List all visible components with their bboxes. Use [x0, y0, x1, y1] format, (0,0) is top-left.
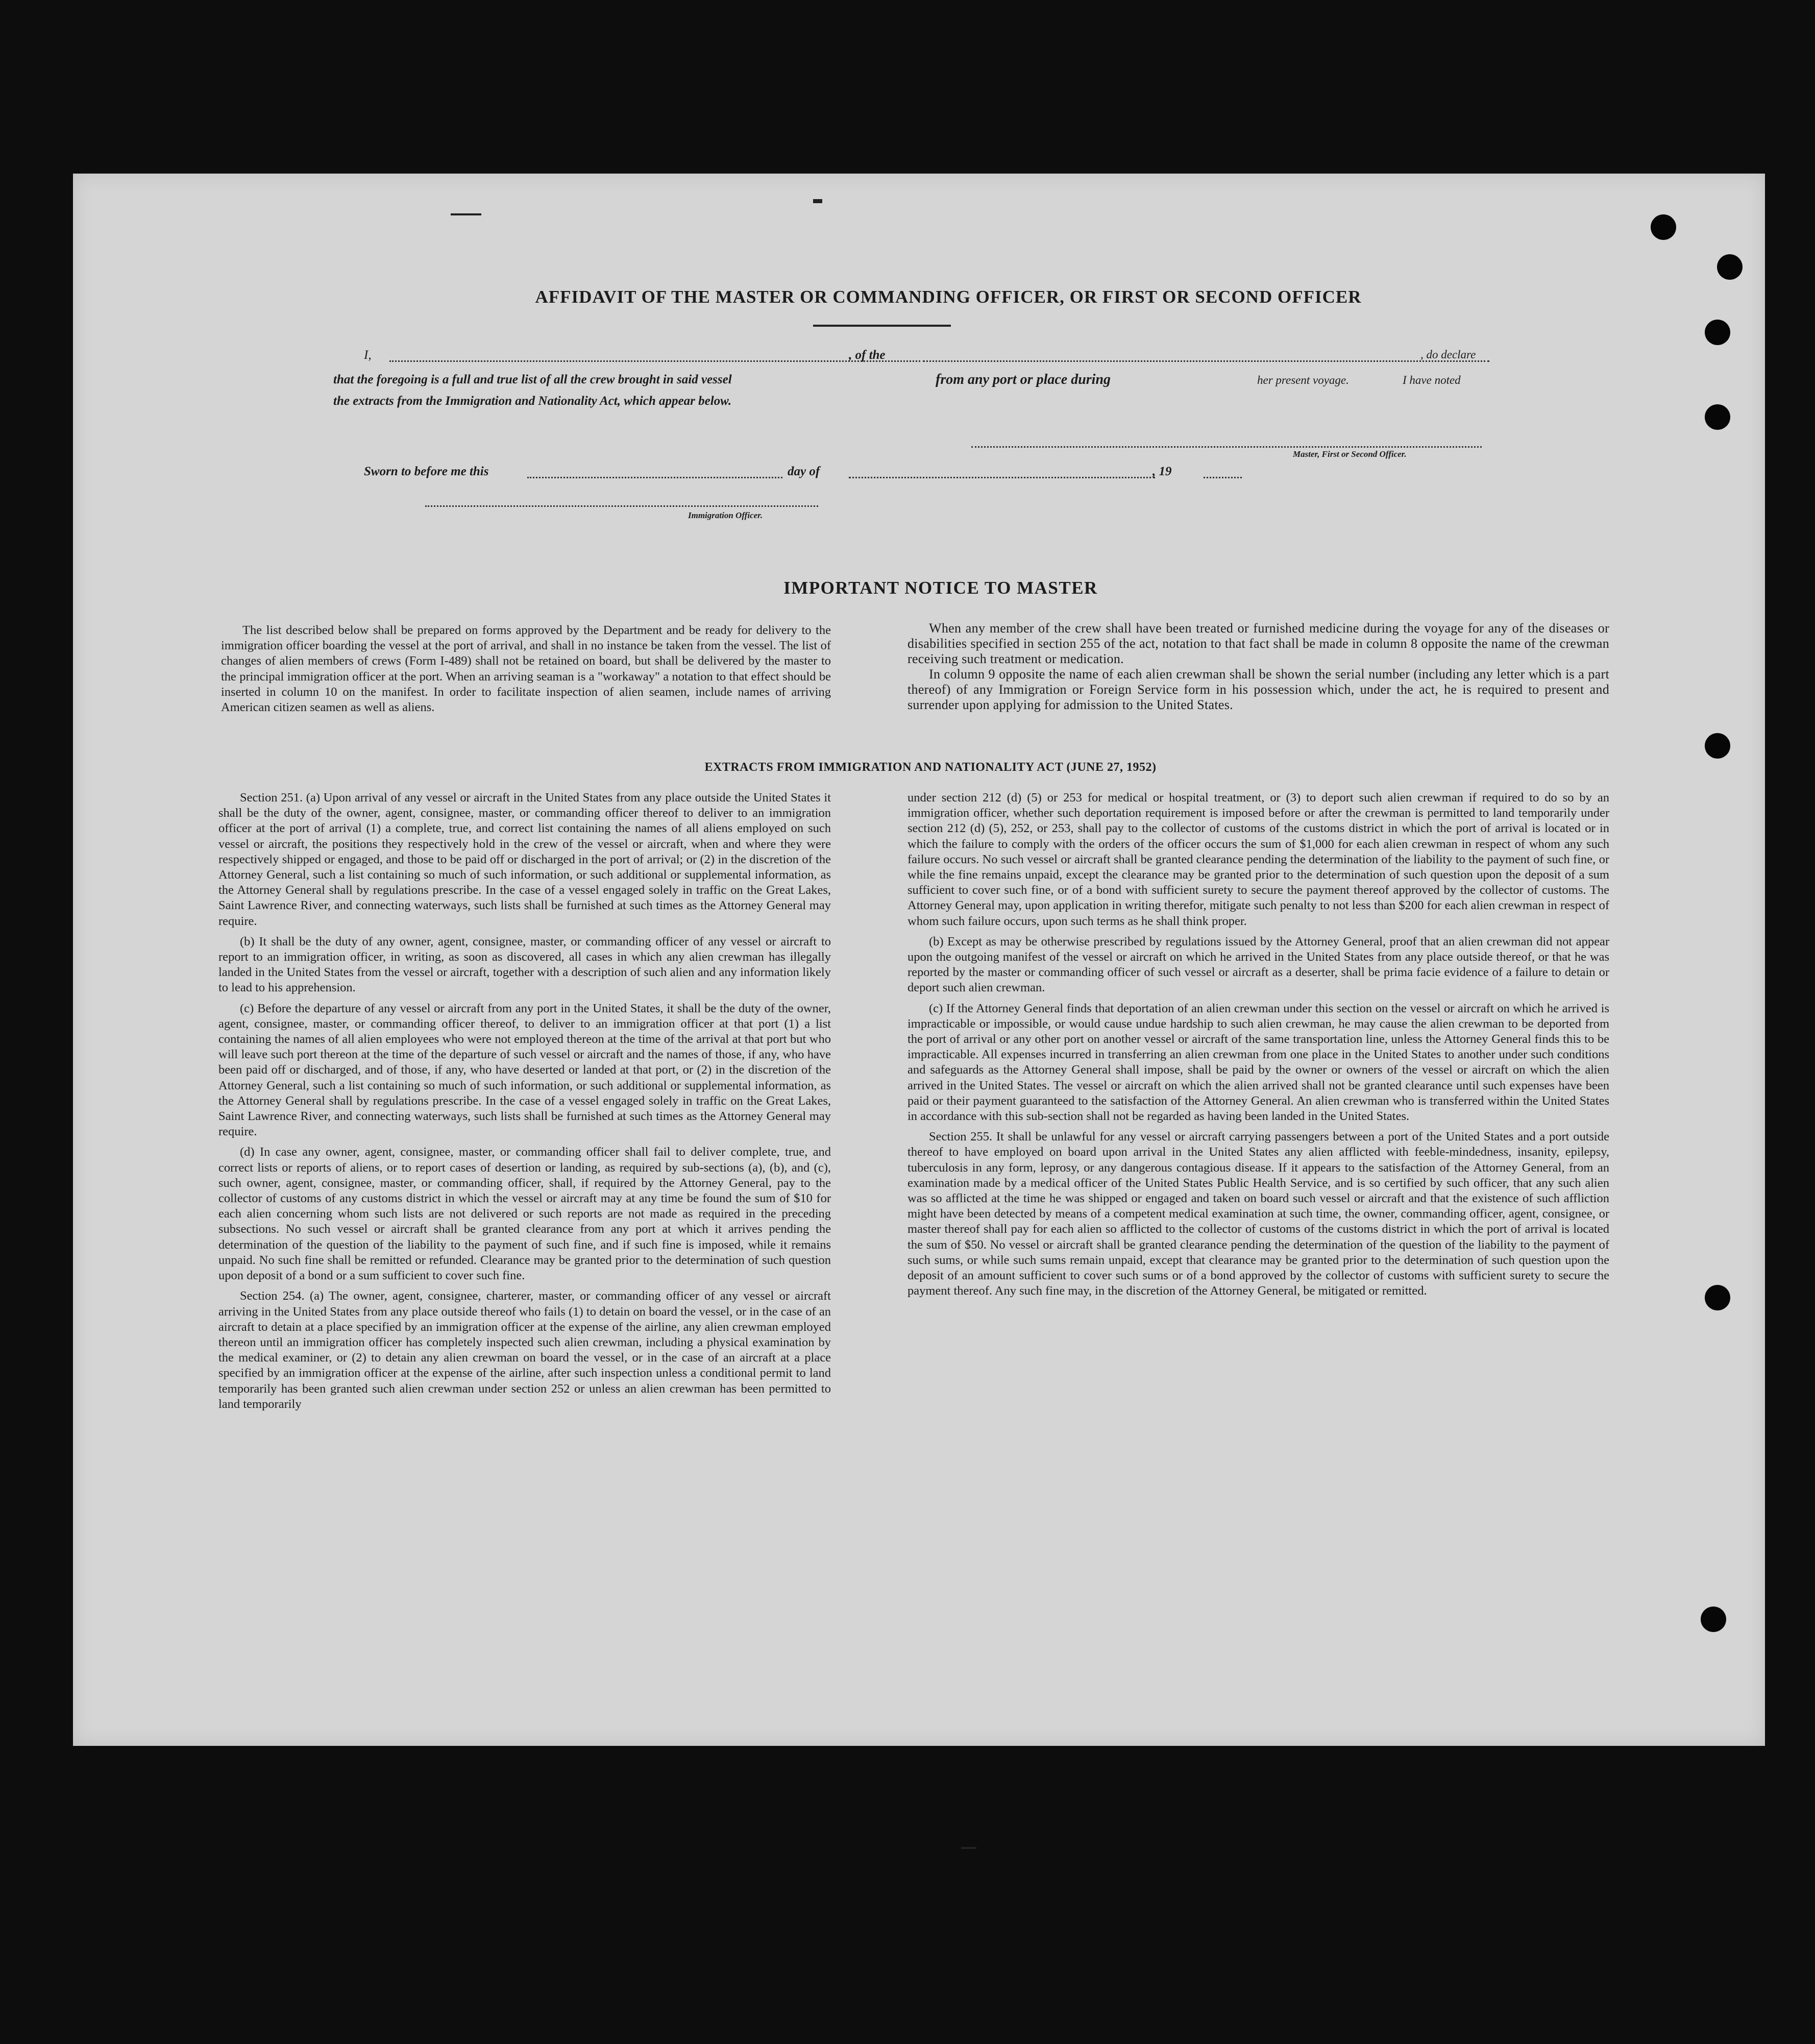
ink-speck: [961, 1847, 976, 1849]
section-254-b: (b) Except as may be otherwise prescribed by regulations issued by the Attorney General, proof that an alien crewman did not appear upon the outgoing manifest of the vessel or aircraft on which he arrived in the United States from any place outside thereof, or that he was reported by the master or commanding officer of such vessel or aircraft as a deserter, shall be prima facie evidence of a failure to detain or deport such alien crewman.: [907, 934, 1609, 995]
declaration-line2-a: that the foregoing is a full and true list of all the crew brought in said vessel: [333, 373, 732, 386]
notice-right-column: [907, 621, 1609, 718]
binder-hole: [1705, 733, 1730, 759]
extracts-title: EXTRACTS FROM IMMIGRATION AND NATIONALITY ACT (JUNE 27, 1952): [704, 761, 1157, 774]
extracts-right-column: [907, 790, 1609, 1304]
notice-left-paragraph: The list described below shall be prepared on forms approved by the Department and be ready for delivery to the immigration officer boarding the vessel at the port of arrival, and shall in no instance be taken from the vessel. The list of changes of alien members of crews (Form I-489) shall not be retained on board, but shall be delivered by the master to the principal immigration officer at the port. When an arriving seaman is a "workaway" a notation to that effect should be inserted in column 10 on the manifest. In order to facilitate inspection of alien seamen, include names of arriving American citizen seamen as well as aliens.: [221, 623, 831, 715]
name-blank-line: [389, 360, 920, 362]
binder-hole: [1717, 254, 1743, 280]
section-251-d: (d) In case any owner, agent, consignee, master, or commanding officer shall fail to deliver complete, true, and correct lists or reports of aliens, or to report cases of desertion or landing, as required by sub-sections (a), (b), and (c), such owner, agent, consignee, master, or commanding officer, shall, if required by the Attorney General, pay to the collector of customs of any customs district in which the vessel or aircraft may at any time be found the sum of $10 for each alien concerning whom such lists are not delivered or such reports are not made as required in the preceding subsections. No such vessel or aircraft shall be granted clearance from any port at which it arrives pending the determination of the question of the liability to the payment of such fine, and if such fine is imposed, while it remains unpaid. No such fine shall be remitted or refunded. Clearance may be granted prior to the determination of such question upon deposit of a bond or a sum sufficient to cover such fine.: [218, 1145, 831, 1283]
extracts-left-column: [218, 790, 831, 1417]
notice-title: IMPORTANT NOTICE TO MASTER: [783, 578, 1098, 598]
section-254-a-continued: under section 212 (d) (5) or 253 for medical or hospital treatment, or (3) to deport such alien crewman if required to do so by an immigration officer, whether such deportation requirement is imposed before or after the crewman is permitted to land temporarily under section 212 (d) (5), 252, or 253, shall pay to the collector of customs of the customs district in which the port of arrival is located or in which the failure to comply with the orders of the officer occurs the sum of $1,000 for each alien crewman in respect of whom any such failure occurs. No such vessel or aircraft shall be granted clearance pending the determination of the liability to the payment of such fine, or while the fine remains unpaid, except the clearance may be granted prior to the determination of such question upon the deposit of a sum sufficient to cover such fine, or of a bond with sufficient surety to secure the payment thereof approved by the collector of customs. The Attorney General may, upon application in writing therefor, mitigate such penalty to not less than $200 for each alien crewman in respect of whom such failure occurs, upon such terms as he shall think proper.: [907, 791, 1609, 928]
declaration-do-declare: , do declare: [1420, 348, 1476, 361]
section-251-b: (b) It shall be the duty of any owner, agent, consignee, master, or commanding officer of any vessel or aircraft to report to an immigration officer, in writing, as soon as discovered, all cases in which any alien crewman has illegally landed in the United States from the vessel or aircraft, together with a description of such alien and any information likely to lead to his apprehension.: [218, 934, 831, 995]
title-rule: [813, 325, 951, 327]
declaration-line2-b: from any port or place during: [936, 372, 1111, 387]
officer-signature-label: Immigration Officer.: [688, 510, 763, 520]
section-255: Section 255. It shall be unlawful for any vessel or aircraft carrying passengers between a port of the United States and a port outside thereof to have employed on board upon arrival in the United States any alien afflicted with feeble-mindedness, insanity, epilepsy, tuberculosis in any form, leprosy, or any dangerous contagious disease. If it appears to the satisfaction of the Attorney General, from an examination made by a medical officer of the United States Public Health Service, and is so certified by such officer, that any such alien was so afflicted at the time he was shipped or engaged and taken on board such vessel or aircraft and that the existence of such affliction might have been detected by means of a competent medical examination at such time, the owner, commanding officer, agent, consignee, or master thereof shall pay for each alien so afflicted to the collector of customs of the customs district in which the port of arrival is located the sum of $50. No vessel or aircraft shall be granted clearance pending the determination of the question of the liability to the payment of such sums, or while such sums remain unpaid, except that clearance may be granted prior to the determination of such question upon the deposit of an amount sufficient to cover such sums or of a bond approved by the collector of customs with sufficient surety to secure the payment thereof. Any such fine may, in the discretion of the Attorney General, be mitigated or remitted.: [907, 1130, 1609, 1298]
document-page: [73, 174, 1765, 1746]
declaration-of-the: , of the: [849, 348, 886, 362]
sworn-day-of: day of: [788, 465, 820, 478]
sworn-year-prefix: , 19: [1152, 465, 1172, 478]
declaration-line2-c: her present voyage.: [1257, 374, 1349, 386]
sworn-label: Sworn to before me this: [364, 465, 489, 478]
notice-left-column: [221, 623, 831, 720]
declaration-i-label: I,: [364, 348, 372, 362]
notice-right-paragraph-2: In column 9 opposite the name of each alien crewman shall be shown the serial number (including any letter which is a part thereof) of any Immigration or Foreign Service form in his possession which, under the act, he is required to present and surrender upon applying for admission to the United States.: [907, 667, 1609, 712]
master-signature-label: Master, First or Second Officer.: [1293, 449, 1407, 459]
section-251-a: Section 251. (a) Upon arrival of any vessel or aircraft in the United States from any place outside the United States it shall be the duty of the owner, agent, consignee, master, or commanding officer thereof to deliver to an immigration officer at the port of arrival (1) a complete, true, and correct list containing the names of all aliens employed on such vessel or aircraft, the positions they respectively hold in the crew of the vessel or aircraft, when and where they were respectively shipped or engaged, and those to be paid off or discharged in the port of arrival; or (2) in the discretion of the Attorney General, such a list containing so much of such information, or such additional or supplemental information, as the Attorney General shall by regulations prescribe. In the case of a vessel engaged solely in traffic on the Great Lakes, Saint Lawrence River, and connecting waterways, such lists shall be furnished at such times as the Attorney General may require.: [218, 791, 831, 928]
declaration-line3: the extracts from the Immigration and Nationality Act, which appear below.: [333, 394, 732, 408]
binder-hole: [1651, 214, 1676, 240]
binder-hole: [1705, 320, 1730, 345]
notice-right-paragraph-1: When any member of the crew shall have been treated or furnished medicine during the voyage for any of the diseases or disabilities specified in section 255 of the act, notation to that fact shall be made in column 8 opposite the name of the crewman receiving such treatment or medication.: [907, 621, 1609, 666]
vessel-blank-line: [923, 360, 1489, 362]
affidavit-title: AFFIDAVIT OF THE MASTER OR COMMANDING OFFICER, OR FIRST OR SECOND OFFICER: [535, 287, 1362, 307]
sworn-day-blank: [527, 477, 782, 478]
binder-hole: [1701, 1607, 1726, 1632]
sworn-month-blank: [849, 477, 1155, 478]
master-signature-line: [971, 446, 1482, 448]
section-254-a: Section 254. (a) The owner, agent, consignee, charterer, master, or commanding officer of any vessel or aircraft arriving in the United States from any place outside thereof who fails (1) to detain on board the vessel, or in the case of an aircraft to detain at a place specified by an immigration officer at the expense of the airline, any alien crewman employed thereon until an immigration officer has completely inspected such alien crewman, including a physical examination by the medical examiner, or (2) to detain any alien crewman on board the vessel, or in the case of an aircraft at a place specified by an immigration officer at the expense of the airline, after such inspection unless a conditional permit to land temporarily has been granted such alien crewman under section 252 or unless an alien crewman has been permitted to land temporarily: [218, 1289, 831, 1411]
binder-hole: [1705, 1285, 1730, 1310]
section-254-c: (c) If the Attorney General finds that deportation of an alien crewman under this section on the vessel or aircraft on which he arrived is impracticable or impossible, or would cause undue hardship to such alien crewman, he may cause the alien crewman to be deported from the port of arrival or any other port on another vessel or aircraft of the same transportation line, unless the Attorney General finds this to be impracticable. All expenses incurred in transferring an alien crewman from one place in the United States to another under such conditions and safeguards as the Attorney General shall impose, shall be paid by the owner or owners of the vessel or aircraft on which the alien arrived in the United States. The vessel or aircraft on which the alien arrived shall not be granted clearance until such expenses have been paid or their payment guaranteed to the satisfaction of the Attorney General. An alien crewman who is transferred within the United States in accordance with this sub-section shall not be regarded as having been landed in the United States.: [907, 1001, 1609, 1124]
declaration-line2-d: I have noted: [1403, 374, 1461, 386]
ink-speck: [451, 213, 481, 215]
binder-hole: [1705, 404, 1730, 430]
officer-signature-line: [425, 505, 818, 507]
section-251-c: (c) Before the departure of any vessel or aircraft from any port in the United States, it shall be the duty of the owner, agent, consignee, master, or commanding officer thereof, to deliver to an immigration officer at that port (1) a list containing the names of all alien employees who were not employed thereon at the time of the arrival at that port but who will leave such port thereon at the time of the departure of such vessel or aircraft and the names of those, if any, who have been paid off or discharged, and of those, if any, who have deserted or landed at that port, or (2) in the discretion of the Attorney General, such a list containing so much of such information, or such additional or supplemental information, as the Attorney General shall by regulations prescribe. In the case of a vessel engaged solely in traffic on the Great Lakes, Saint Lawrence River, and connecting waterways, such lists shall be furnished at such times as the Attorney General may require.: [218, 1001, 831, 1139]
ink-speck: [813, 199, 822, 203]
sworn-year-blank: [1204, 477, 1242, 478]
